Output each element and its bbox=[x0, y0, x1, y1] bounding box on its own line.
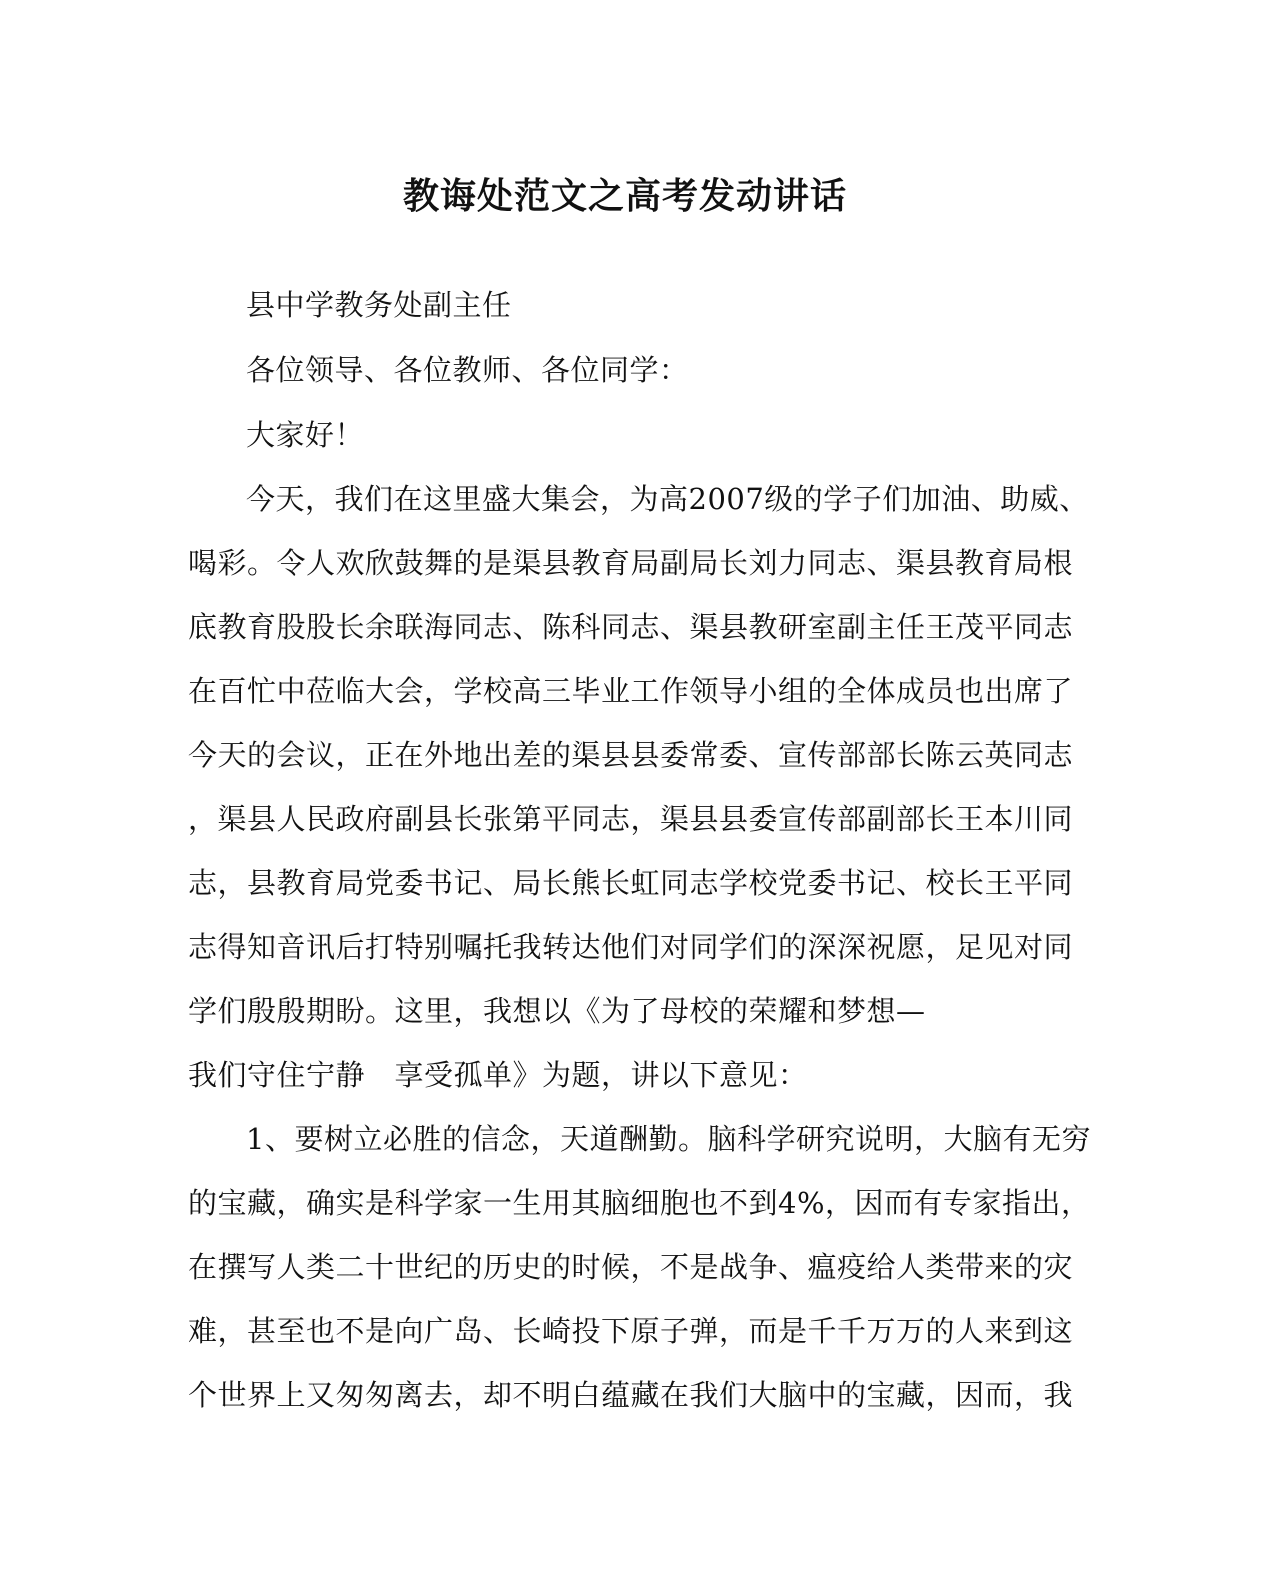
paragraph-line: 学们殷殷期盼。这里，我想以《为了母校的荣耀和梦想— bbox=[188, 994, 926, 1028]
paragraph-line: 我们守住宁静 享受孤单》为题，讲以下意见： bbox=[188, 1058, 808, 1092]
paragraph-line: 底教育股股长余联海同志、陈科同志、渠县教研室副主任王茂平同志 bbox=[188, 610, 1074, 644]
document-title: 教诲处范文之高考发动讲话 bbox=[402, 175, 847, 217]
paragraph-line: 喝彩。令人欢欣鼓舞的是渠县教育局副局长刘力同志、渠县教育局根 bbox=[188, 546, 1074, 580]
paragraph-line: 志得知音讯后打特别嘱托我转达他们对同学们的深深祝愿，足见对同 bbox=[188, 930, 1074, 964]
paragraph-line: 今天，我们在这里盛大集会，为高2007级的学子们加油、助威、 bbox=[246, 482, 1089, 516]
paragraph-line: 志，县教育局党委书记、局长熊长虹同志学校党委书记、校长王平同 bbox=[188, 866, 1074, 900]
author-line: 县中学教务处副主任 bbox=[246, 288, 512, 322]
paragraph-line: 个世界上又匆匆离去，却不明白蕴藏在我们大脑中的宝藏，因而，我 bbox=[188, 1378, 1074, 1412]
paragraph-line: ，渠县人民政府副县长张第平同志，渠县县委宣传部副部长王本川同 bbox=[188, 802, 1074, 836]
paragraph-line: 在百忙中莅临大会，学校高三毕业工作领导小组的全体成员也出席了 bbox=[188, 674, 1074, 708]
paragraph-line: 1、要树立必胜的信念，天道酬勤。脑科学研究说明，大脑有无穷 bbox=[246, 1122, 1091, 1156]
paragraph-line: 今天的会议，正在外地出差的渠县县委常委、宣传部部长陈云英同志 bbox=[188, 738, 1074, 772]
greeting-line: 大家好！ bbox=[246, 418, 365, 452]
paragraph-line: 在撰写人类二十世纪的历史的时候，不是战争、瘟疫给人类带来的灾 bbox=[188, 1250, 1074, 1284]
paragraph-line: 难，甚至也不是向广岛、长崎投下原子弹，而是千千万万的人来到这 bbox=[188, 1314, 1074, 1348]
salutation-line: 各位领导、各位教师、各位同学： bbox=[246, 353, 689, 387]
paragraph-line: 的宝藏，确实是科学家一生用其脑细胞也不到4%，因而有专家指出， bbox=[188, 1186, 1091, 1220]
